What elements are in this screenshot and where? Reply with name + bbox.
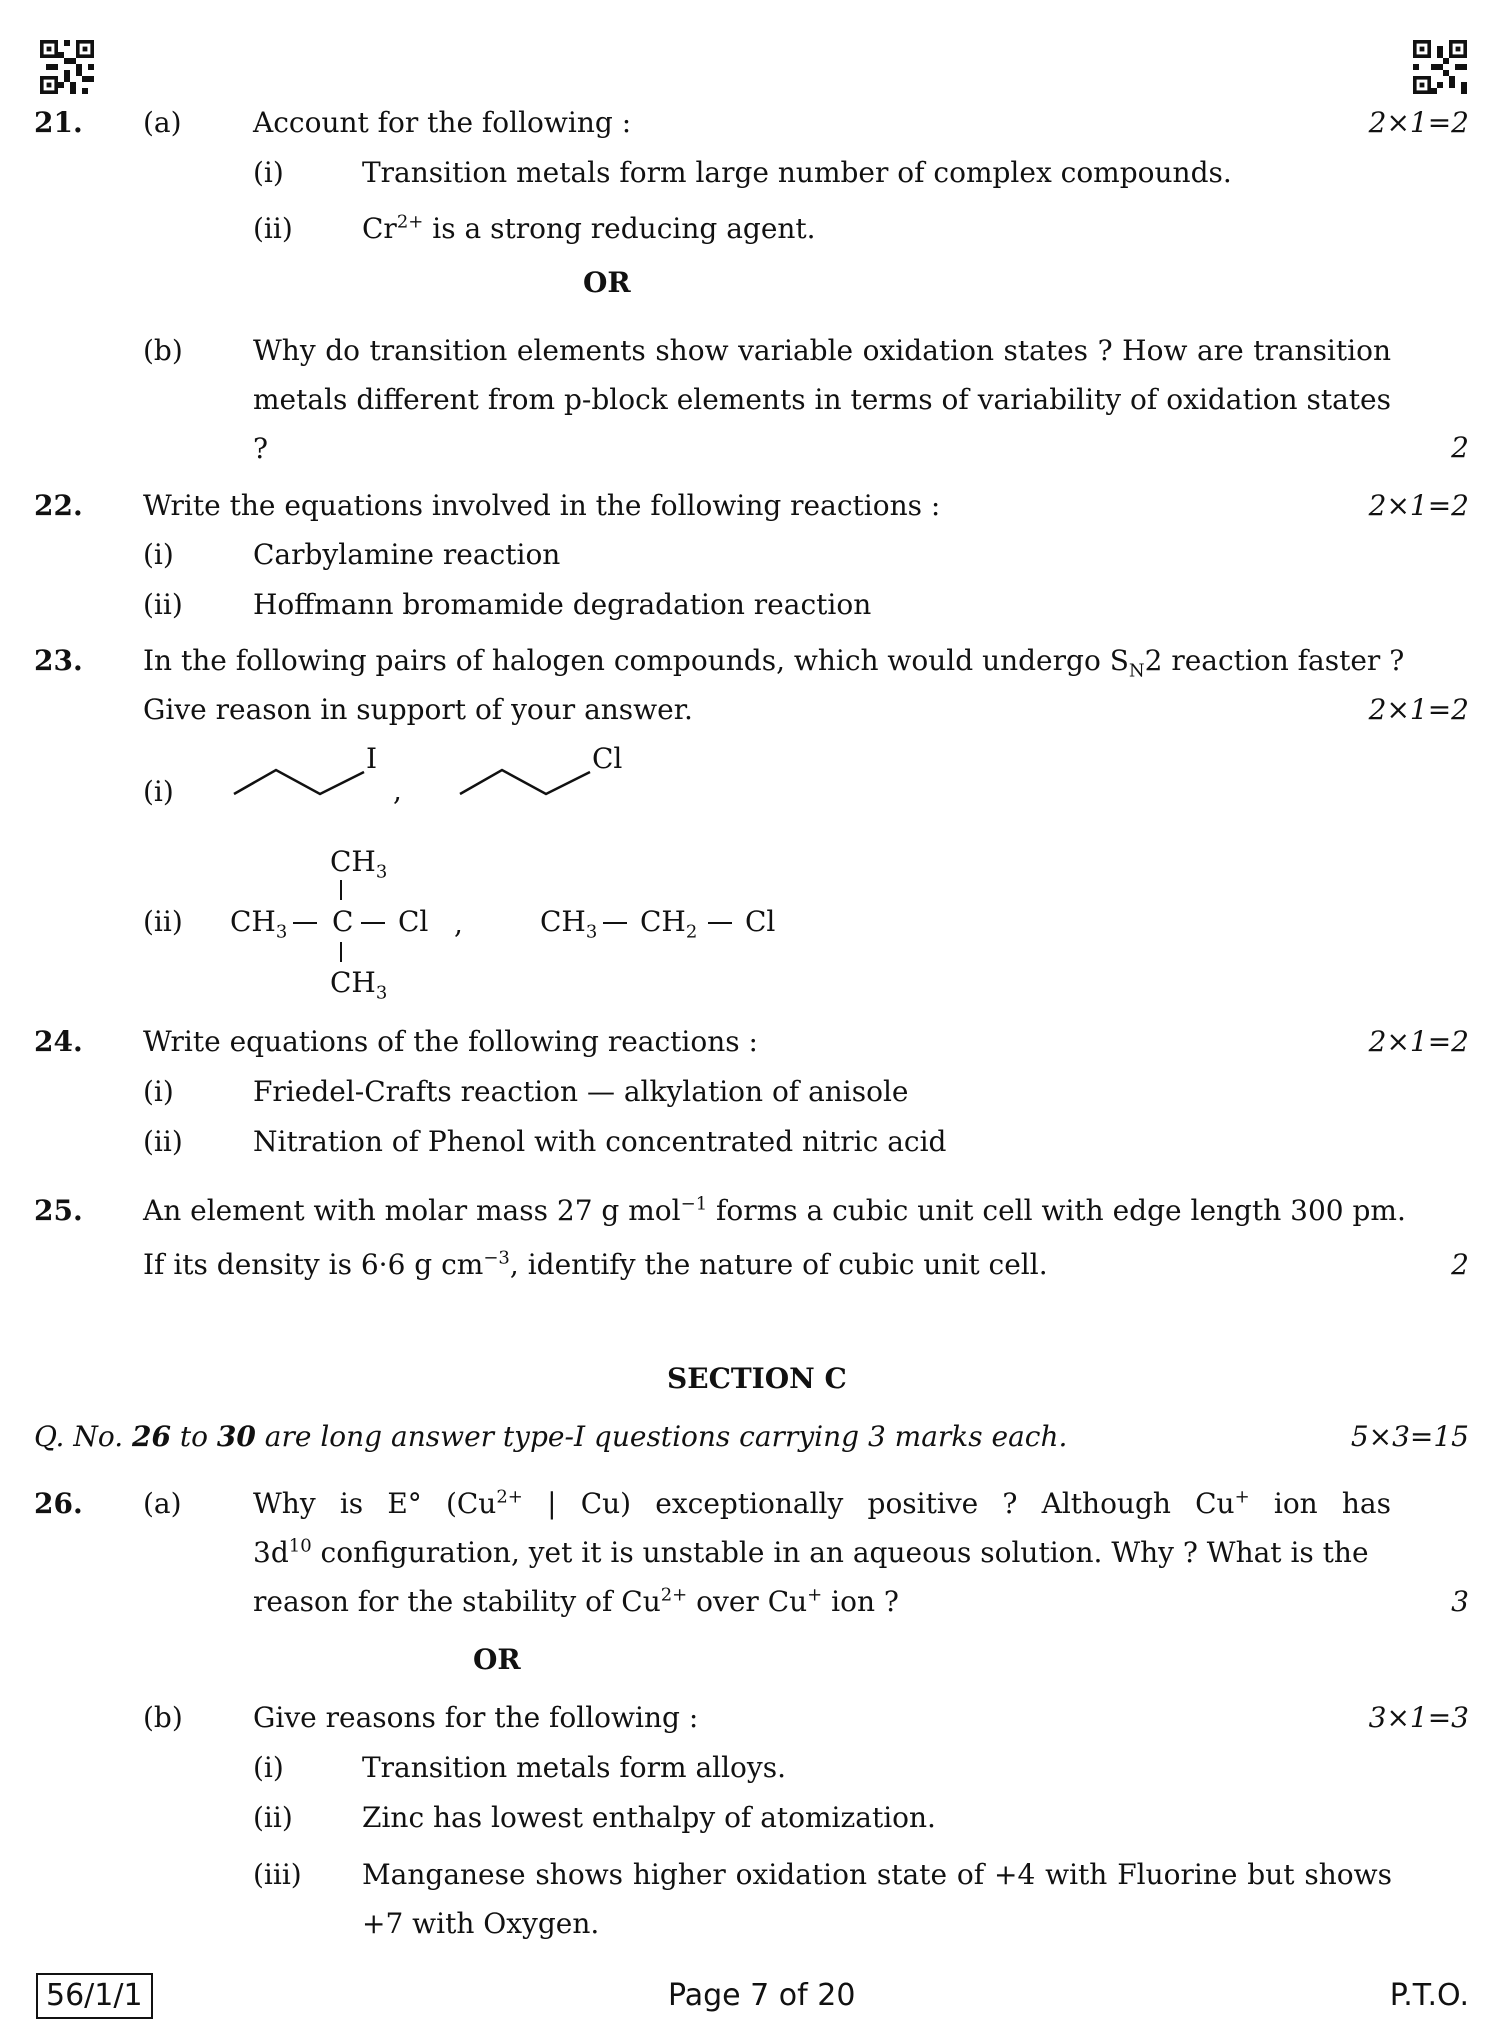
q26-a-line-3: reason for the stability of $Cu^{2+}$ over Cu+ ion ? xyxy=(253,1584,899,1618)
q22-marks: 2×1=2 xyxy=(1368,489,1469,522)
q23-ii-label: (ii) xyxy=(143,905,183,938)
q25-marks: 2 xyxy=(1451,1248,1469,1281)
q22-i-label: (i) xyxy=(143,538,174,571)
propyl-iodide-skeleton xyxy=(230,760,370,810)
q22-text: Write the equations involved in the following reactions : xyxy=(143,489,941,522)
q21-part-b-marks: 2 xyxy=(1451,431,1469,464)
chlorine-ethyl: Cl xyxy=(745,905,776,938)
ch3-bottom: $CH_3$ xyxy=(330,966,388,1004)
q23-i-chlorine: Cl xyxy=(592,742,623,775)
q21-part-b-text: Why do transition elements show variable oxidation states ? How are transition metals different from p-block elements in terms of variability of oxidation states ? xyxy=(253,334,1391,465)
q26-ii-text: Zinc has lowest enthalpy of atomization. xyxy=(362,1801,936,1834)
q21-or: OR xyxy=(583,266,631,299)
question-number-25: 25. xyxy=(34,1194,83,1227)
q23-text: In the following pairs of halogen compounds, which would undergo $S_N2$ reaction faster ? xyxy=(143,644,1405,682)
q24-text: Write equations of the following reactions : xyxy=(143,1025,758,1058)
q23-i-label: (i) xyxy=(143,775,174,808)
q26-iii-line-2: +7 with Oxygen. xyxy=(362,1907,600,1940)
section-instructions: Q. No. 26 to 30 are long answer type-I questions carrying 3 marks each. xyxy=(34,1420,1068,1453)
q26-or: OR xyxy=(473,1643,521,1676)
section-title: SECTION C xyxy=(667,1362,847,1395)
question-number-21: 21. xyxy=(34,106,83,139)
q21-part-a-text: Account for the following : xyxy=(253,106,632,139)
q26-part-a-label: (a) xyxy=(143,1487,182,1520)
page-number: Page 7 of 20 xyxy=(668,1978,856,2013)
qr-code-right-icon xyxy=(1413,40,1467,94)
q23-i-iodine: I xyxy=(366,742,378,775)
q21-part-b-label: (b) xyxy=(143,334,183,367)
q24-marks: 2×1=2 xyxy=(1368,1025,1469,1058)
q22-ii-text: Hoffmann bromamide degradation reaction xyxy=(253,588,872,621)
paper-code-box: 56/1/1 xyxy=(36,1973,153,2019)
q26-part-b-marks: 3×1=3 xyxy=(1368,1701,1469,1734)
bond-ethyl-1 xyxy=(603,922,627,924)
section-marks: 5×3=15 xyxy=(1350,1420,1469,1453)
q23-text-2: Give reason in support of your answer. xyxy=(143,693,693,726)
propyl-chloride-skeleton xyxy=(456,760,596,810)
qr-code-left-icon xyxy=(40,40,94,94)
q26-i-text: Transition metals form alloys. xyxy=(362,1751,787,1784)
question-number-26: 26. xyxy=(34,1487,83,1520)
q26-i-label: (i) xyxy=(253,1751,284,1784)
q23-i-comma: , xyxy=(393,774,402,807)
chlorine-ii: Cl xyxy=(398,905,429,938)
q21-part-a-marks: 2×1=2 xyxy=(1368,106,1469,139)
q23-marks: 2×1=2 xyxy=(1368,693,1469,726)
q26-part-a-marks: 3 xyxy=(1451,1585,1469,1618)
q25-line-1: An element with molar mass 27 g mol$^{-1}$ forms a cubic unit cell with edge length 300 pm. xyxy=(143,1193,1406,1227)
q22-i-text: Carbylamine reaction xyxy=(253,538,561,571)
q26-iii-label: (iii) xyxy=(253,1858,302,1891)
ch3-ethyl: $CH_3$ xyxy=(540,905,598,943)
q21-ii-text: $Cr^{2+}$ is a strong reducing agent. xyxy=(362,211,816,245)
q24-i-label: (i) xyxy=(143,1075,174,1108)
ch3-left: $CH_3$ xyxy=(230,905,288,943)
q26-part-b-label: (b) xyxy=(143,1701,183,1734)
q26-part-b-text: Give reasons for the following : xyxy=(253,1701,699,1734)
bond-left xyxy=(293,922,317,924)
q26-a-line-1: Why is E° ($Cu^{2+}$ | Cu) exceptionally positive ? Although Cu+ ion has xyxy=(253,1486,1391,1520)
bond-top xyxy=(340,880,342,900)
q26-ii-label: (ii) xyxy=(253,1801,293,1834)
bond-bottom xyxy=(340,942,342,962)
central-carbon: C xyxy=(332,905,354,938)
q21-ii-label: (ii) xyxy=(253,212,293,245)
q21-i-label: (i) xyxy=(253,156,284,189)
bond-right xyxy=(361,922,385,924)
q24-i-text: Friedel-Crafts reaction — alkylation of anisole xyxy=(253,1075,909,1108)
q21-i-text: Transition metals form large number of complex compounds. xyxy=(362,156,1232,189)
bond-ethyl-2 xyxy=(708,922,732,924)
q22-ii-label: (ii) xyxy=(143,588,183,621)
q26-a-line-2: $3d^{10}$ configuration, yet it is unstable in an aqueous solution. Why ? What is the xyxy=(253,1535,1369,1569)
question-number-22: 22. xyxy=(34,489,83,522)
please-turn-over: P.T.O. xyxy=(1389,1978,1469,2013)
q24-ii-text: Nitration of Phenol with concentrated nitric acid xyxy=(253,1125,947,1158)
q24-ii-label: (ii) xyxy=(143,1125,183,1158)
ch2-ethyl: $CH_2$ xyxy=(640,905,698,943)
q26-iii-line-1: Manganese shows higher oxidation state of +4 with Fluorine but shows xyxy=(362,1858,1392,1891)
question-number-24: 24. xyxy=(34,1025,83,1058)
question-number-23: 23. xyxy=(34,644,83,677)
q25-line-2: If its density is 6·6 g $cm^{-3}$, identify the nature of cubic unit cell. xyxy=(143,1247,1048,1281)
q21-part-a-label: (a) xyxy=(143,106,182,139)
q23-ii-comma: , xyxy=(454,907,463,940)
ch3-top: $CH_3$ xyxy=(330,845,388,883)
